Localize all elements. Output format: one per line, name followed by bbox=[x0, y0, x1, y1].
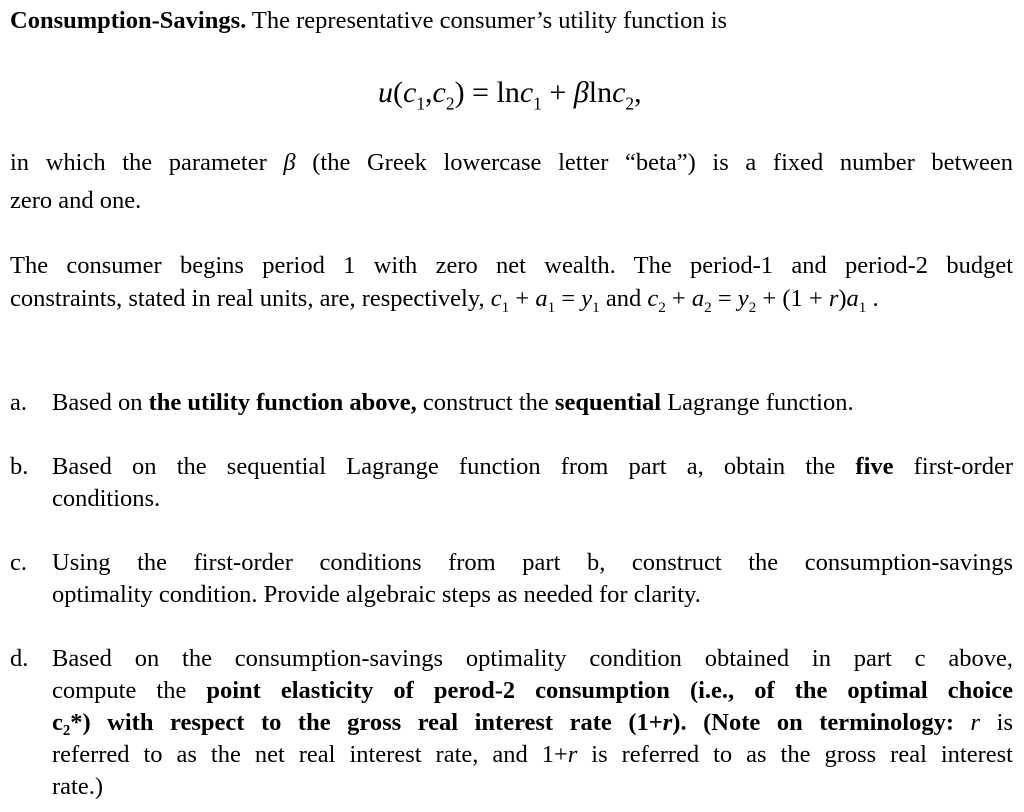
item-d-label: d. bbox=[10, 645, 29, 672]
utility-function-equation: $u(c_1,c_2) = \ln c_1 + \beta\ln c_2$, bbox=[378, 76, 642, 114]
item-d-line-4: referred to as the net real interest rate, and 1+r is referred to as the gross real interest bbox=[52, 741, 1013, 768]
item-d-line-2: compute the point elasticity of perod-2 consumption (i.e., of the optimal choice bbox=[52, 677, 1014, 704]
intro-text: The representative consumer’s utility function is bbox=[251, 7, 728, 34]
beta-description-line-2: zero and one. bbox=[10, 187, 142, 214]
c1-subscript: 1 bbox=[416, 93, 426, 114]
budget-constraints: $c_1 + a_1 = y_1$ and $c_2 + a_2 = y_2 + (1 + r)a_1$ . bbox=[490, 285, 879, 316]
item-c-line-1: Using the first-order conditions from part b, construct the consumption-savings bbox=[52, 549, 1013, 576]
beta-description-line-1 bbox=[10, 148, 1013, 178]
u-symbol: u bbox=[378, 76, 393, 109]
c2-subscript: 2 bbox=[445, 93, 455, 114]
ln-symbol: ln bbox=[496, 76, 520, 109]
item-b-label: b. bbox=[10, 453, 29, 480]
title-line bbox=[10, 6, 727, 36]
budget-line-1: The consumer begins period 1 with zero net wealth. The period-1 and period-2 budget bbox=[10, 252, 1013, 279]
budget-prefix: constraints, stated in real units, are, respectively, bbox=[10, 285, 485, 312]
item-a-text: Based on the utility function above, construct the sequential Lagrange function. bbox=[52, 389, 854, 416]
beta-text-part-1: in which the parameter bbox=[10, 149, 267, 176]
item-c-label: c. bbox=[10, 549, 27, 576]
item-c-line-2: optimality condition. Provide algebraic steps as needed for clarity. bbox=[52, 581, 701, 608]
beta-inline-symbol: β bbox=[283, 149, 296, 176]
item-d-line-5: rate.) bbox=[52, 773, 103, 800]
ln-symbol-2: ln bbox=[588, 76, 613, 109]
item-b-line-1: Based on the sequential Lagrange function from part a, obtain the five first-order bbox=[52, 453, 1013, 480]
budget-line-2 bbox=[10, 284, 879, 323]
item-b-line-2: conditions. bbox=[52, 485, 161, 512]
ln-c2-subscript: 2 bbox=[625, 93, 635, 114]
beta-text-part-2: (the Greek lowercase letter “beta”) is a fixed number between bbox=[312, 149, 1014, 176]
beta-symbol: β bbox=[573, 76, 589, 109]
item-d-line-3: c₂*) with respect to the gross real interest rate (1+r). (Note on terminology: r is bbox=[52, 709, 1013, 736]
ln-c1-symbol: c bbox=[519, 76, 534, 109]
item-a-label: a. bbox=[10, 389, 27, 416]
item-d-line-1: Based on the consumption-savings optimality condition obtained in part c above, bbox=[52, 645, 1013, 672]
c2-symbol: c bbox=[432, 76, 446, 109]
ln-c1-subscript: 1 bbox=[533, 93, 542, 114]
c1-symbol: c bbox=[403, 76, 417, 109]
ln-c2-symbol: c bbox=[612, 76, 626, 109]
problem-title: Consumption-Savings. bbox=[10, 7, 247, 34]
